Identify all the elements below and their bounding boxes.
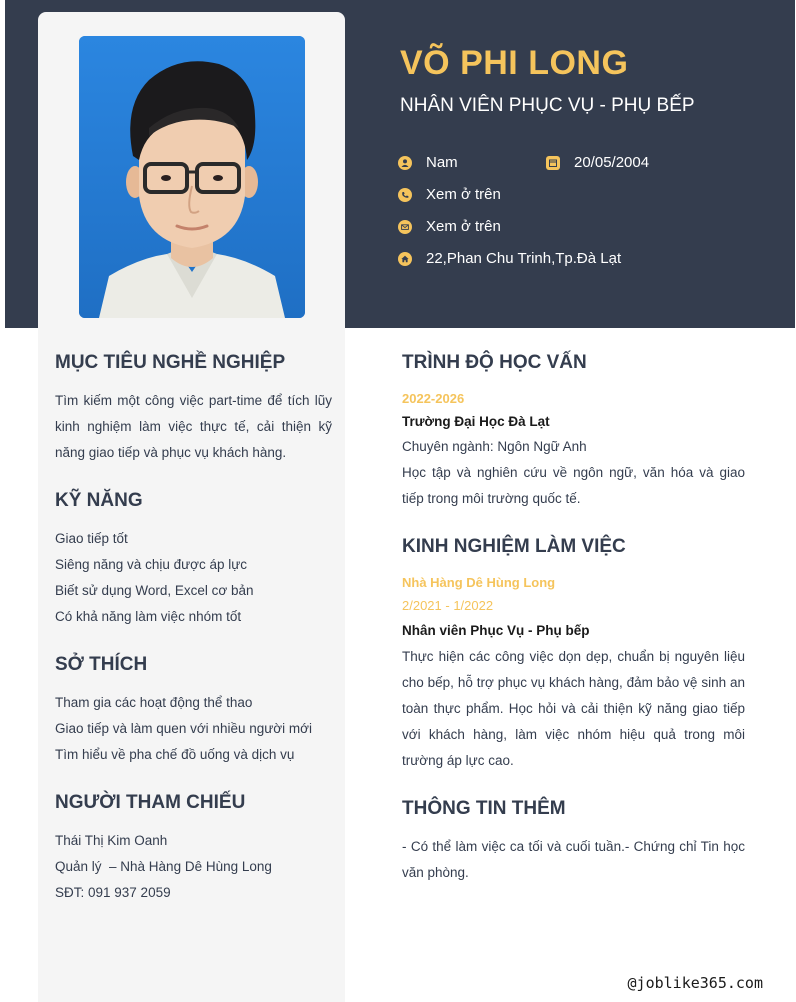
experience-role: Nhân viên Phục Vụ - Phụ bếp	[402, 623, 590, 638]
candidate-job-title: NHÂN VIÊN PHỤC VỤ - PHỤ BẾP	[400, 95, 695, 116]
info-birthdate	[546, 154, 649, 171]
education-school: Trường Đại Học Đà Lạt	[402, 414, 550, 429]
skill-item: Siêng năng và chịu được áp lực	[55, 557, 248, 572]
gender-value: Nam	[426, 154, 458, 171]
reference-item: SĐT: 091 937 2059	[55, 885, 171, 900]
phone-icon	[398, 188, 412, 202]
experience-period: 2/2021 - 1/2022	[402, 598, 494, 613]
extra-info-title: THÔNG TIN THÊM	[402, 798, 566, 819]
address-value: 22,Phan Chu Trinh,Tp.Đà Lạt	[426, 250, 622, 267]
objective-text: Tìm kiếm một công việc part-time để tích lũy kinh nghiệm làm việc thực tế, cải thiện kỹ năng giao tiếp và phục vụ khách hàng.	[55, 393, 332, 460]
skill-item: Có khả năng làm việc nhóm tốt	[55, 609, 242, 624]
info-email	[398, 218, 501, 235]
profile-photo	[79, 36, 305, 318]
reference-item: Quản lý – Nhà Hàng Dê Hùng Long	[55, 859, 272, 874]
hobby-item: Tham gia các hoạt động thể thao	[55, 695, 253, 710]
education-major: Chuyên ngành: Ngôn Ngữ Anh	[402, 439, 587, 454]
skill-item: Giao tiếp tốt	[55, 531, 128, 546]
candidate-name: VÕ PHI LONG	[400, 44, 629, 82]
experience-company: Nhà Hàng Dê Hùng Long	[402, 575, 556, 590]
email-value: Xem ở trên	[426, 218, 501, 235]
info-gender	[398, 154, 458, 171]
info-address	[398, 250, 621, 267]
experience-description: Thực hiện các công việc dọn dẹp, chuẩn bị nguyên liệu cho bếp, hỗ trợ phục vụ khách hàng, đảm bảo vệ sinh an toàn thực phẩm. Học hỏi và cải thiện kỹ năng giao tiếp với khách hàng, làm việc nhóm hiệu quả trong môi trường áp lực cao.	[402, 649, 745, 768]
calendar-icon	[546, 156, 560, 170]
hobby-item: Tìm hiểu về pha chế đồ uống và dịch vụ	[55, 747, 295, 762]
user-icon	[398, 156, 412, 170]
skill-item: Biết sử dụng Word, Excel cơ bản	[55, 583, 254, 598]
extra-info-text: - Có thể làm việc ca tối và cuối tuần.- Chứng chỉ Tin học văn phòng.	[402, 839, 745, 880]
education-title: TRÌNH ĐỘ HỌC VẤN	[402, 352, 587, 373]
hobby-item: Giao tiếp và làm quen với nhiều người mới	[55, 721, 312, 736]
mail-icon	[398, 220, 412, 234]
hobbies-title: SỞ THÍCH	[55, 654, 148, 675]
birthdate-value: 20/05/2004	[574, 154, 650, 171]
info-phone	[398, 186, 501, 203]
phone-value: Xem ở trên	[426, 186, 501, 203]
education-year: 2022-2026	[402, 391, 465, 406]
home-icon	[398, 252, 412, 266]
experience-title: KINH NGHIỆM LÀM VIỆC	[402, 536, 626, 557]
references-title: NGƯỜI THAM CHIẾU	[55, 792, 246, 813]
education-description: Học tập và nghiên cứu về ngôn ngữ, văn hóa và giao tiếp trong môi trường quốc tế.	[402, 465, 745, 506]
objective-title: MỤC TIÊU NGHỀ NGHIỆP	[55, 352, 286, 373]
watermark: @joblike365.com	[627, 974, 763, 992]
reference-item: Thái Thị Kim Oanh	[55, 833, 168, 848]
skills-title: KỸ NĂNG	[55, 490, 143, 511]
